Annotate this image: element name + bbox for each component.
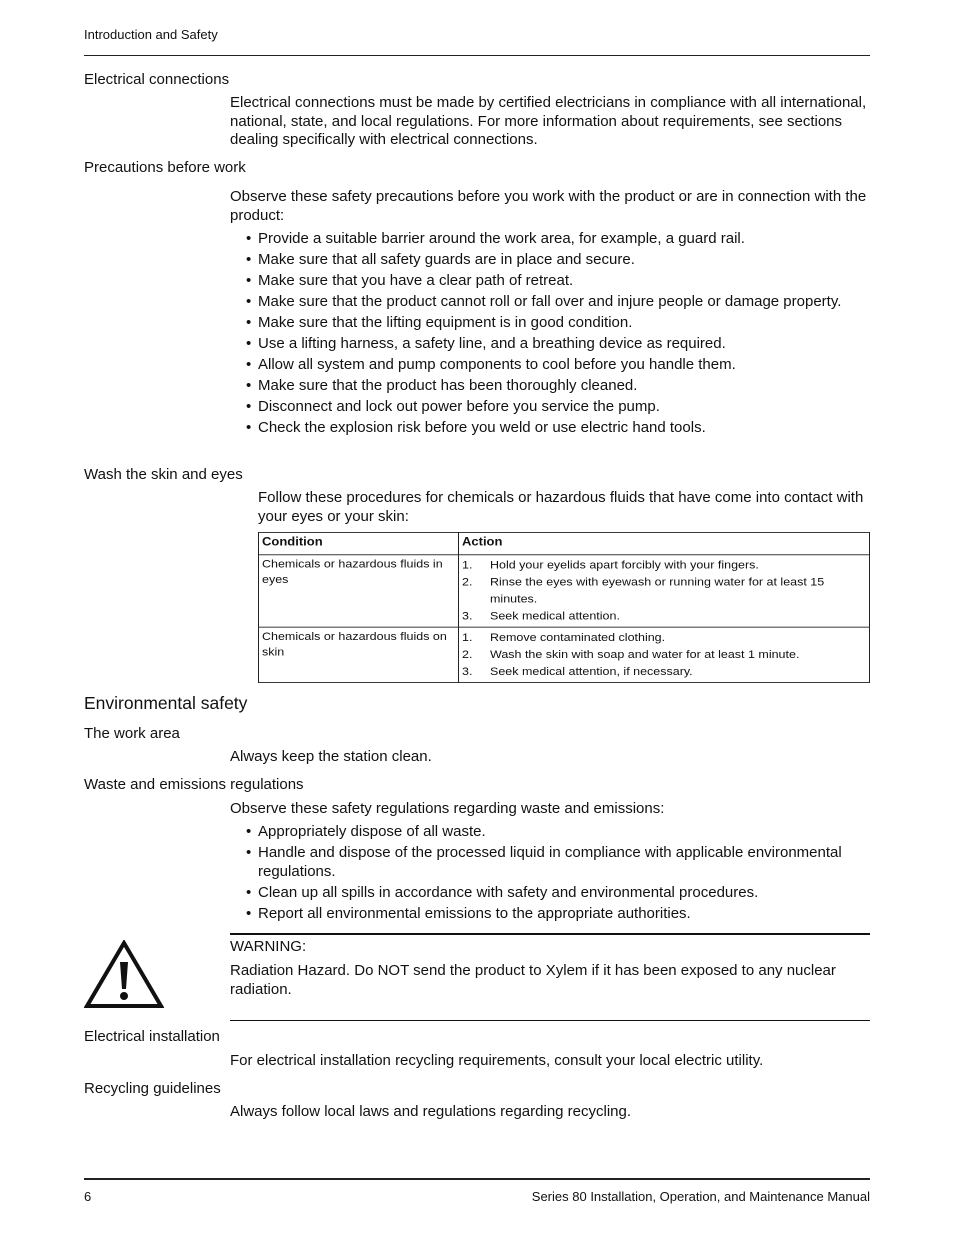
action-step: 1. Hold your eyelids apart forcibly with your fingers. bbox=[462, 558, 759, 572]
list-item: • Make sure that all safety guards are in place and secure. bbox=[246, 251, 870, 270]
action-step: 3. Seek medical attention. bbox=[462, 609, 620, 623]
list-item: • Use a lifting harness, a safety line, and a breathing device as required. bbox=[246, 335, 870, 354]
list-item: • Provide a suitable barrier around the work area, for example, a guard rail. bbox=[246, 230, 870, 249]
warning-label: WARNING: bbox=[230, 938, 307, 955]
heading-waste: Waste and emissions regulations bbox=[84, 776, 304, 793]
heading-wash: Wash the skin and eyes bbox=[84, 466, 243, 483]
action-step: 1. Remove contaminated clothing. bbox=[462, 631, 666, 644]
action-step: 2. Wash the skin with soap and water for at least 1 minute. bbox=[462, 648, 800, 661]
wash-intro: Follow these procedures for chemicals or hazardous fluids that have come into contact with your eyes or your skin: bbox=[258, 489, 864, 525]
electrical-connections-text: Electrical connections must be made by certified electricians in compliance with all international, national, state, and local regulations. For more information about requirements, see sections dealing specifically with electrical connections. bbox=[230, 94, 867, 148]
precautions-list bbox=[246, 230, 870, 440]
heading-recycling: Recycling guidelines bbox=[84, 1080, 221, 1097]
list-item: • Make sure that the product has been thoroughly cleaned. bbox=[246, 377, 870, 396]
action-step: 3. Seek medical attention, if necessary. bbox=[462, 665, 693, 678]
warning-top-rule bbox=[230, 933, 870, 935]
heading-electrical-installation: Electrical installation bbox=[84, 1028, 220, 1045]
column-header-action: Action bbox=[459, 532, 870, 554]
list-item: • Clean up all spills in accordance with safety and environmental procedures. bbox=[246, 884, 870, 903]
list-item: • Make sure that the lifting equipment is in good condition. bbox=[246, 314, 870, 333]
footer-title: Series 80 Installation, Operation, and Maintenance Manual bbox=[531, 1189, 870, 1204]
recycling-text: Always follow local laws and regulations regarding recycling. bbox=[230, 1103, 632, 1120]
page-number: 6 bbox=[84, 1189, 92, 1204]
list-item: • Appropriately dispose of all waste. bbox=[246, 823, 870, 842]
warning-bottom-rule bbox=[230, 1020, 870, 1021]
running-header: Introduction and Safety bbox=[84, 27, 218, 42]
condition-cell: Chemicals or hazardous fluids in eyes bbox=[259, 555, 459, 627]
electrical-installation-text: For electrical installation recycling requirements, consult your local electric utility. bbox=[230, 1052, 764, 1069]
wash-procedures-table bbox=[258, 532, 870, 683]
list-item: • Make sure that the product cannot roll or fall over and injure people or damage property. bbox=[246, 293, 870, 312]
list-item: • Allow all system and pump components to cool before you handle them. bbox=[246, 356, 870, 375]
list-item: • Handle and dispose of the processed liquid in compliance with applicable environmental regulations. bbox=[246, 844, 870, 881]
work-area-text: Always keep the station clean. bbox=[230, 748, 432, 765]
warning-text: Radiation Hazard. Do NOT send the product to Xylem if it has been exposed to any nuclear radiation. bbox=[230, 962, 836, 998]
heading-electrical-connections: Electrical connections bbox=[84, 71, 230, 88]
heading-environmental-safety: Environmental safety bbox=[84, 693, 248, 713]
waste-list bbox=[246, 823, 870, 926]
precautions-intro: Observe these safety precautions before you work with the product or are in connection with the product: bbox=[230, 188, 867, 224]
action-cell bbox=[459, 555, 870, 627]
header-rule bbox=[84, 55, 870, 56]
action-cell bbox=[459, 627, 870, 682]
condition-cell: Chemicals or hazardous fluids on skin bbox=[259, 627, 459, 682]
action-step: 2. Rinse the eyes with eyewash or running water for at least 15 minutes. bbox=[462, 575, 825, 606]
column-header-condition: Condition bbox=[259, 532, 459, 554]
warning-triangle-icon bbox=[84, 940, 164, 1010]
table-row bbox=[259, 555, 870, 627]
list-item: • Check the explosion risk before you weld or use electric hand tools. bbox=[246, 419, 870, 438]
heading-work-area: The work area bbox=[84, 725, 180, 742]
footer-rule bbox=[84, 1178, 870, 1180]
table-row bbox=[259, 627, 870, 682]
list-item: • Disconnect and lock out power before you service the pump. bbox=[246, 398, 870, 417]
table-header-row bbox=[259, 532, 870, 554]
list-item: • Make sure that you have a clear path of retreat. bbox=[246, 272, 870, 291]
heading-precautions: Precautions before work bbox=[84, 159, 246, 176]
waste-intro: Observe these safety regulations regarding waste and emissions: bbox=[230, 800, 665, 817]
list-item: • Report all environmental emissions to the appropriate authorities. bbox=[246, 905, 870, 924]
